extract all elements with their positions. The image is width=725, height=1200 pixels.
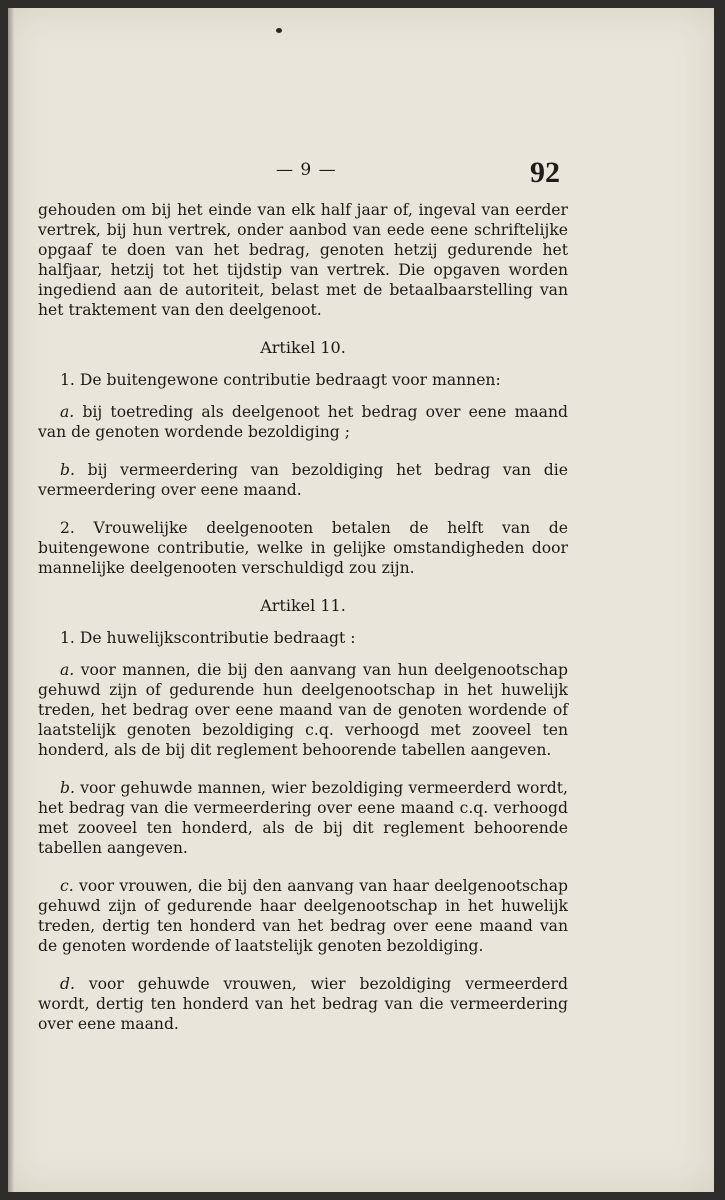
article-11-item-a: [38, 660, 568, 760]
ink-dot: [276, 28, 282, 33]
page-number-stamped: 92: [530, 156, 560, 189]
article-11-item-b: [38, 778, 568, 858]
intro-paragraph: gehouden om bij het einde van elk half jaar of, ingeval van eerder vertrek, bij hun vertrek, onder aanbod van eede eene schriftelijke opgaaf te doen van het bedrag, genoten hetzij gedurende het halfjaar, hetzij tot het tijdstip van vertrek. Die opgaven worden ingediend aan de autoriteit, belast met de betaalbaarstelling van het traktement van den deelgenoot.: [38, 201, 568, 319]
item-label: b.: [60, 461, 75, 479]
article-11-heading: Artikel 11.: [260, 596, 346, 615]
item-text: bij vermeerdering van bezoldiging het bedrag van die vermeerdering over eene maand.: [38, 461, 568, 499]
item-label: a.: [60, 661, 75, 679]
item-label: a.: [60, 403, 75, 421]
item-label: b.: [60, 779, 75, 797]
page-body: [38, 200, 568, 1034]
item-label: c.: [60, 877, 74, 895]
article-11-item-c: [38, 876, 568, 956]
article-10-item-a: [38, 402, 568, 442]
page-number-printed: — 9 —: [276, 160, 337, 180]
item-text: voor gehuwde vrouwen, wier bezoldiging vermeerderd wordt, dertig ten honderd van het bedrag van die vermeerdering over eene maand.: [38, 975, 568, 1033]
article-11-item-d: [38, 974, 568, 1034]
item-text: bij toetreding als deelgenoot het bedrag over eene maand van de genoten wordende bezoldiging ;: [38, 403, 568, 441]
article-10-heading: Artikel 10.: [260, 338, 346, 357]
article-10-item-b: [38, 460, 568, 500]
item-text: voor vrouwen, die bij den aanvang van haar deelgenootschap gehuwd zijn of gedurende haar deelgenootschap in het huwelijk treden, dertig ten honderd van het bedrag over eene maand van de genoten wordende of laatstelijk genoten bezoldiging.: [38, 877, 568, 955]
article-11-paragraph-1: 1. De huwelijkscontributie bedraagt :: [60, 629, 356, 647]
page-header: [8, 156, 714, 196]
item-text: voor gehuwde mannen, wier bezoldiging vermeerderd wordt, het bedrag van die vermeerdering over eene maand c.q. verhoogd met zooveel ten honderd, als de bij dit reglement behoorende tabellen aangeven.: [38, 779, 568, 857]
item-text: voor mannen, die bij den aanvang van hun deelgenootschap gehuwd zijn of gedurende hun deelgenootschap in het huwelijk treden, het bedrag over eene maand van de genoten wordende of laatstelijk genoten bezoldiging c.q. verhoogd met zooveel ten honderd, als de bij dit reglement behoorende tabellen aangeven.: [38, 661, 568, 759]
item-label: d.: [60, 975, 75, 993]
article-10-paragraph-2: 2. Vrouwelijke deelgenooten betalen de helft van de buitengewone contributie, welke in gelijke omstandigheden door mannelijke deelgenooten verschuldigd zou zijn.: [38, 519, 568, 577]
document-page: [8, 8, 714, 1192]
article-10-paragraph-1: 1. De buitengewone contributie bedraagt voor mannen:: [60, 371, 501, 389]
